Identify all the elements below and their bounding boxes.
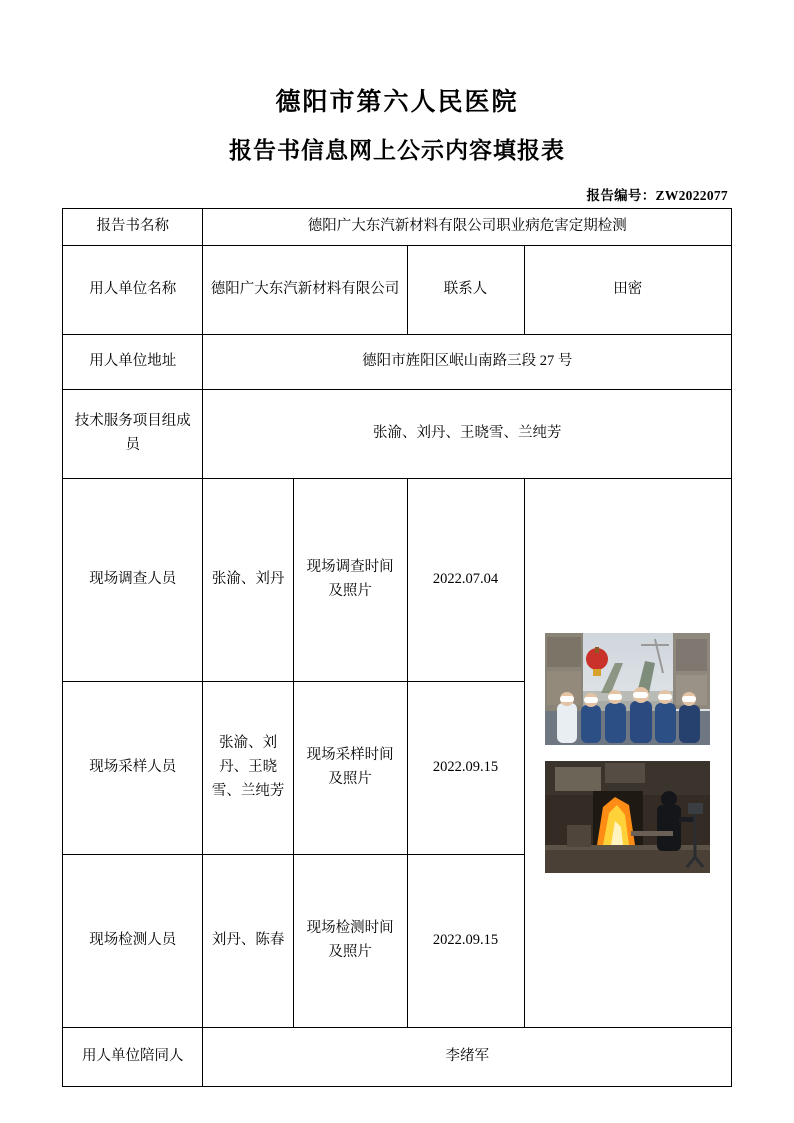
sampling-time-value: 2022.09.15 (407, 681, 524, 854)
table-row-report-name (63, 209, 732, 246)
table-row-survey (63, 478, 732, 681)
public-disclosure-table (62, 208, 732, 1087)
testing-staff-value: 刘丹、陈春 (203, 854, 293, 1027)
table-row-team (63, 389, 732, 478)
survey-staff-value: 张渝、刘丹 (203, 478, 293, 681)
sampling-time-label: 现场采样时间及照片 (293, 681, 407, 854)
photo-wrap (531, 619, 725, 887)
escort-value: 李绪军 (203, 1027, 732, 1086)
team-label: 技术服务项目组成员 (63, 389, 203, 478)
testing-time-value: 2022.09.15 (407, 854, 524, 1027)
address-value: 德阳市旌阳区岷山南路三段 27 号 (203, 334, 732, 389)
site-testing-furnace-photo (545, 761, 710, 873)
address-label: 用人单位地址 (63, 334, 203, 389)
report-number-value: ZW2022077 (655, 188, 728, 203)
table-row-address (63, 334, 732, 389)
table-row-employer (63, 245, 732, 334)
escort-label: 用人单位陪同人 (63, 1027, 203, 1086)
survey-time-value: 2022.07.04 (407, 478, 524, 681)
testing-staff-label: 现场检测人员 (63, 854, 203, 1027)
team-value: 张渝、刘丹、王晓雪、兰纯芳 (203, 389, 732, 478)
contact-value: 田密 (524, 245, 731, 334)
page-subtitle: 报告书信息网上公示内容填报表 (229, 137, 565, 163)
sampling-staff-label: 现场采样人员 (63, 681, 203, 854)
employer-value: 德阳广大东汽新材料有限公司 (203, 245, 407, 334)
report-name-label: 报告书名称 (63, 209, 203, 246)
report-number (62, 184, 732, 204)
title-block (62, 84, 732, 168)
sampling-staff-value: 张渝、刘丹、王晓雪、兰纯芳 (203, 681, 293, 854)
survey-staff-label: 现场调查人员 (63, 478, 203, 681)
photos-cell (524, 478, 731, 1027)
survey-time-label: 现场调查时间及照片 (293, 478, 407, 681)
site-survey-group-photo (545, 633, 710, 745)
report-number-label: 报告编号： (586, 188, 656, 203)
contact-label: 联系人 (407, 245, 524, 334)
table-row-escort (63, 1027, 732, 1086)
report-name-value: 德阳广大东汽新材料有限公司职业病危害定期检测 (203, 209, 732, 246)
testing-time-label: 现场检测时间及照片 (293, 854, 407, 1027)
employer-label: 用人单位名称 (63, 245, 203, 334)
page-title: 德阳市第六人民医院 (275, 89, 519, 116)
